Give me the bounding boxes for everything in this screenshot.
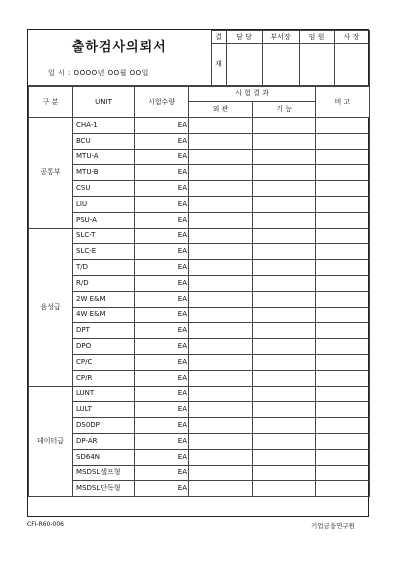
approval-side-label-top: 결: [211, 31, 226, 44]
remarks-cell[interactable]: [316, 165, 370, 181]
remarks-cell[interactable]: [316, 149, 370, 165]
unit-cell: 2W E&M: [73, 291, 135, 307]
function-cell[interactable]: [253, 181, 316, 197]
unit-cell: CHA-1: [73, 118, 135, 134]
col-header-result: 시 험 결 과: [189, 87, 316, 102]
appearance-cell[interactable]: [189, 386, 253, 402]
category-cell: 공통부: [29, 118, 73, 229]
table-row: [29, 228, 370, 244]
function-cell[interactable]: [253, 433, 316, 449]
signature-box[interactable]: [334, 44, 369, 86]
remarks-cell[interactable]: [316, 228, 370, 244]
appearance-cell[interactable]: [189, 181, 253, 197]
function-cell[interactable]: [253, 212, 316, 228]
function-cell[interactable]: [253, 402, 316, 418]
col-header-category: 구 분: [29, 87, 73, 118]
appearance-cell[interactable]: [189, 118, 253, 134]
appearance-cell[interactable]: [189, 196, 253, 212]
unit-cell: DP-AR: [73, 433, 135, 449]
remarks-cell[interactable]: [316, 133, 370, 149]
table-row: [29, 244, 370, 260]
unit-cell: MSDSL셀프형: [73, 465, 135, 481]
function-cell[interactable]: [253, 449, 316, 465]
organization-name: 기업금융연구원: [311, 522, 355, 530]
appearance-cell[interactable]: [189, 260, 253, 276]
appearance-cell[interactable]: [189, 354, 253, 370]
appearance-cell[interactable]: [189, 165, 253, 181]
appearance-cell[interactable]: [189, 481, 253, 497]
col-header-function: 기 능: [253, 101, 316, 117]
function-cell[interactable]: [253, 354, 316, 370]
table-row: [29, 260, 370, 276]
remarks-cell[interactable]: [316, 354, 370, 370]
approval-role-2: 부서장: [262, 31, 299, 44]
remarks-cell[interactable]: [316, 118, 370, 134]
unit-cell: 4W E&M: [73, 307, 135, 323]
unit-cell: MSDSL단독형: [73, 481, 135, 497]
appearance-cell[interactable]: [189, 133, 253, 149]
qty-cell[interactable]: EA: [135, 386, 189, 402]
unit-cell: LUNT: [73, 386, 135, 402]
date-line: 일 시 : OOOO년 OO월 OO일: [48, 68, 149, 77]
remarks-cell[interactable]: [316, 418, 370, 434]
unit-cell: LULT: [73, 402, 135, 418]
header-table: [28, 30, 370, 86]
approval-role-4: 사 장: [334, 31, 369, 44]
table-row: [29, 323, 370, 339]
qty-cell[interactable]: EA: [135, 291, 189, 307]
table-row: [29, 275, 370, 291]
function-cell[interactable]: [253, 244, 316, 260]
remarks-cell[interactable]: [316, 291, 370, 307]
col-header-qty: 시험수량: [135, 87, 189, 118]
unit-cell: BCU: [73, 133, 135, 149]
unit-cell: SLC-T: [73, 228, 135, 244]
remarks-cell[interactable]: [316, 402, 370, 418]
signature-box[interactable]: [262, 44, 299, 86]
category-cell: 음성급: [29, 228, 73, 386]
qty-cell[interactable]: EA: [135, 449, 189, 465]
unit-cell: CP/C: [73, 354, 135, 370]
qty-cell[interactable]: EA: [135, 260, 189, 276]
unit-cell: SD64N: [73, 449, 135, 465]
table-row: [29, 196, 370, 212]
remarks-cell[interactable]: [316, 323, 370, 339]
document-form: [27, 29, 369, 517]
page-title: 출하검사의뢰서: [71, 39, 167, 55]
remarks-cell[interactable]: [316, 465, 370, 481]
qty-cell[interactable]: EA: [135, 275, 189, 291]
signature-box[interactable]: [226, 44, 262, 86]
appearance-cell[interactable]: [189, 339, 253, 355]
function-cell[interactable]: [253, 481, 316, 497]
appearance-cell[interactable]: [189, 370, 253, 386]
unit-cell: PSU-A: [73, 212, 135, 228]
function-cell[interactable]: [253, 465, 316, 481]
unit-cell: MTU-A: [73, 149, 135, 165]
table-row: [29, 118, 370, 134]
appearance-cell[interactable]: [189, 212, 253, 228]
qty-cell[interactable]: EA: [135, 465, 189, 481]
category-cell: 데이터급: [29, 386, 73, 497]
qty-cell[interactable]: EA: [135, 418, 189, 434]
approval-role-3: 임 원: [299, 31, 334, 44]
function-cell[interactable]: [253, 323, 316, 339]
function-cell[interactable]: [253, 291, 316, 307]
unit-cell: DS0DP: [73, 418, 135, 434]
unit-cell: CSU: [73, 181, 135, 197]
remarks-cell[interactable]: [316, 449, 370, 465]
qty-cell[interactable]: EA: [135, 244, 189, 260]
approval-side-label-bottom: 재: [211, 44, 226, 86]
remarks-cell[interactable]: [316, 212, 370, 228]
appearance-cell[interactable]: [189, 433, 253, 449]
table-row: [29, 133, 370, 149]
qty-cell[interactable]: EA: [135, 481, 189, 497]
table-row: [29, 181, 370, 197]
function-cell[interactable]: [253, 418, 316, 434]
table-row: [29, 291, 370, 307]
appearance-cell[interactable]: [189, 244, 253, 260]
table-row: [29, 370, 370, 386]
function-cell[interactable]: [253, 370, 316, 386]
unit-cell: LIU: [73, 196, 135, 212]
remarks-cell[interactable]: [316, 196, 370, 212]
col-header-appearance: 외 관: [189, 101, 253, 117]
form-code: CFI-R60-006: [27, 521, 64, 528]
table-row: [29, 449, 370, 465]
remarks-cell[interactable]: [316, 370, 370, 386]
table-row: [29, 307, 370, 323]
signature-box[interactable]: [299, 44, 334, 86]
table-row: [29, 418, 370, 434]
table-row: [29, 465, 370, 481]
table-row: [29, 149, 370, 165]
qty-cell[interactable]: EA: [135, 339, 189, 355]
function-cell[interactable]: [253, 386, 316, 402]
appearance-cell[interactable]: [189, 149, 253, 165]
col-header-remarks: 비 고: [316, 87, 370, 118]
function-cell[interactable]: [253, 165, 316, 181]
appearance-cell[interactable]: [189, 291, 253, 307]
qty-cell[interactable]: EA: [135, 118, 189, 134]
unit-cell: DPT: [73, 323, 135, 339]
qty-cell[interactable]: EA: [135, 354, 189, 370]
qty-cell[interactable]: EA: [135, 133, 189, 149]
qty-cell[interactable]: EA: [135, 149, 189, 165]
unit-cell: MTU-B: [73, 165, 135, 181]
remarks-cell[interactable]: [316, 307, 370, 323]
remarks-cell[interactable]: [316, 433, 370, 449]
remarks-cell[interactable]: [316, 244, 370, 260]
table-row: [29, 433, 370, 449]
qty-cell[interactable]: EA: [135, 433, 189, 449]
table-row: [29, 481, 370, 497]
qty-cell[interactable]: EA: [135, 181, 189, 197]
table-row: [29, 402, 370, 418]
remarks-cell[interactable]: [316, 481, 370, 497]
appearance-cell[interactable]: [189, 228, 253, 244]
function-cell[interactable]: [253, 307, 316, 323]
remarks-cell[interactable]: [316, 339, 370, 355]
appearance-cell[interactable]: [189, 465, 253, 481]
unit-cell: R/D: [73, 275, 135, 291]
appearance-cell[interactable]: [189, 418, 253, 434]
qty-cell[interactable]: EA: [135, 402, 189, 418]
qty-cell[interactable]: EA: [135, 228, 189, 244]
appearance-cell[interactable]: [189, 449, 253, 465]
table-row: [29, 386, 370, 402]
unit-cell: DPO: [73, 339, 135, 355]
table-row: [29, 212, 370, 228]
remarks-cell[interactable]: [316, 181, 370, 197]
table-row: [29, 339, 370, 355]
qty-cell[interactable]: EA: [135, 323, 189, 339]
function-cell[interactable]: [253, 260, 316, 276]
remarks-cell[interactable]: [316, 260, 370, 276]
inspection-table: [28, 86, 370, 497]
approval-role-1: 담 당: [226, 31, 262, 44]
appearance-cell[interactable]: [189, 402, 253, 418]
col-header-unit: UNIT: [73, 87, 135, 118]
appearance-cell[interactable]: [189, 323, 253, 339]
function-cell[interactable]: [253, 196, 316, 212]
unit-cell: T/D: [73, 260, 135, 276]
function-cell[interactable]: [253, 228, 316, 244]
remarks-cell[interactable]: [316, 386, 370, 402]
appearance-cell[interactable]: [189, 275, 253, 291]
function-cell[interactable]: [253, 339, 316, 355]
function-cell[interactable]: [253, 149, 316, 165]
remarks-cell[interactable]: [316, 275, 370, 291]
qty-cell[interactable]: EA: [135, 370, 189, 386]
table-row: [29, 354, 370, 370]
qty-cell[interactable]: EA: [135, 165, 189, 181]
function-cell[interactable]: [253, 275, 316, 291]
unit-cell: CP/R: [73, 370, 135, 386]
unit-cell: SLC-E: [73, 244, 135, 260]
title-cell: [28, 31, 211, 86]
function-cell[interactable]: [253, 118, 316, 134]
appearance-cell[interactable]: [189, 307, 253, 323]
function-cell[interactable]: [253, 133, 316, 149]
qty-cell[interactable]: EA: [135, 307, 189, 323]
qty-cell[interactable]: EA: [135, 212, 189, 228]
table-row: [29, 165, 370, 181]
qty-cell[interactable]: EA: [135, 196, 189, 212]
